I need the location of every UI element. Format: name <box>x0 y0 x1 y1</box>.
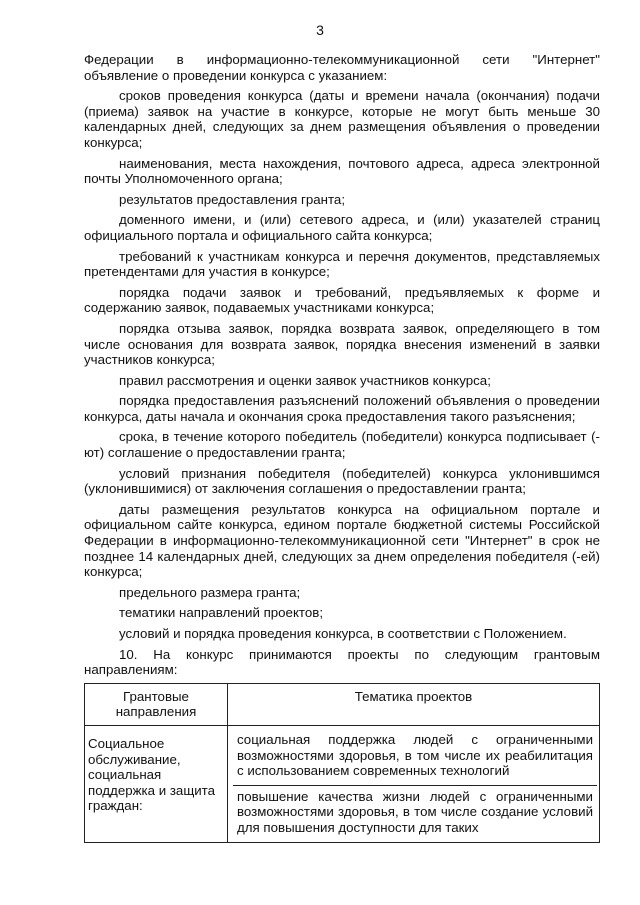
paragraph: наименования, места нахождения, почтового адреса, адреса электронной почты Уполномоченного органа; <box>84 155 600 187</box>
paragraph: сроков проведения конкурса (даты и времени начала (окончания) подачи (приема) заявок на участие в конкурсе, которые не могут быть меньше 30 календарных дней, следующих за днем размещения объявления о проведении конкурса; <box>84 88 600 150</box>
paragraph: порядка отзыва заявок, порядка возврата заявок, определяющего в том числе основания для возврата заявок, порядка внесения изменений в заявки участников конкурса; <box>84 320 600 368</box>
paragraph: даты размещения результатов конкурса на официальном портале и официальном сайте конкурса, едином портале бюджетной системы Российской Федерации в информационно-телекоммуникационной сети "Интернет" в срок не позднее 14 календарных дней, следующих за днем определения победителя (-ей) конкурса; <box>84 501 600 580</box>
paragraph: результатов предоставления гранта; <box>119 191 346 207</box>
paragraph: доменного имени, и (или) сетевого адреса, и (или) указателей страниц официального портала и официального сайта конкурса; <box>84 212 600 243</box>
paragraphs <box>84 52 600 678</box>
document-body <box>84 52 600 843</box>
paragraph: условий и порядка проведения конкурса, в соответствии с Положением. <box>119 626 567 641</box>
paragraph: срока, в течение которого победитель (победители) конкурса подписывает (-ют) соглашение о предоставлении гранта; <box>84 429 600 461</box>
paragraph: требований к участникам конкурса и перечня документов, представляемых претендентами для участия в конкурсе; <box>84 248 600 280</box>
paragraph: предельного размера гранта; <box>119 584 301 600</box>
topic-item: социальная поддержка людей с ограниченными возможностями здоровья, в том числе их реабилитация с использованием современных технологий <box>237 731 593 779</box>
paragraph: правил рассмотрения и оценки заявок участников конкурса; <box>119 372 491 388</box>
table-header-topics: Тематика проектов <box>228 683 600 725</box>
paragraph: 10. На конкурс принимаются проекты по следующим грантовым направлениям: <box>84 646 600 678</box>
paragraph: порядка предоставления разъяснений положений объявления о проведении конкурса, даты начала и окончания срока предоставления такого разъяснения; <box>84 393 600 424</box>
table-row <box>85 725 600 842</box>
paragraph: условий признания победителя (победителей) конкурса уклонившимся (уклонившимися) от заключения соглашения о предоставлении гранта; <box>84 465 600 497</box>
grant-directions-table <box>84 683 600 843</box>
topic-item: повышение качества жизни людей с ограниченными возможностями здоровья, в том числе создание условий для повышения доступности для таких <box>233 785 597 842</box>
table-header-row <box>85 683 600 725</box>
page-number: 3 <box>316 22 324 38</box>
table-header-directions: Грантовые направления <box>85 683 228 725</box>
paragraph: порядка подачи заявок и требований, предъявляемых к форме и содержанию заявок, подаваемых участниками конкурса; <box>84 284 600 316</box>
paragraph: тематики направлений проектов; <box>119 605 324 621</box>
paragraph: Федерации в информационно-телекоммуникационной сети "Интернет" объявление о проведении конкурса с указанием: <box>84 52 600 83</box>
topics-cell <box>228 725 600 842</box>
grant-direction-cell: Социальное обслуживание, социальная поддержка и защита граждан: <box>85 725 228 842</box>
